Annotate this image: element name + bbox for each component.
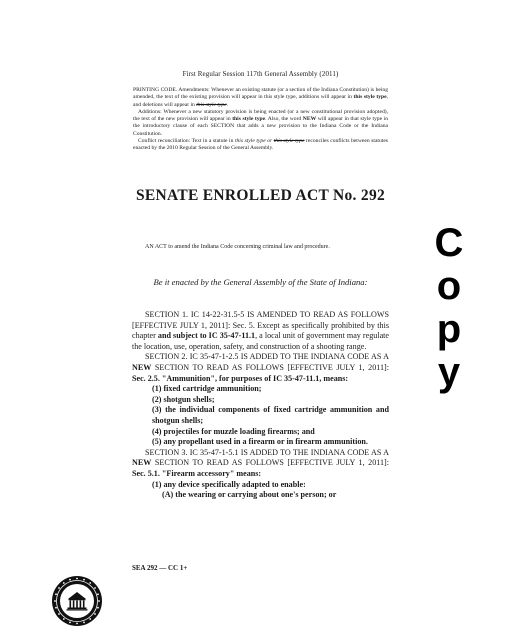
enacting-clause: Be it enacted by the General Assembly of the State of Indiana: (153, 277, 368, 287)
copy-watermark (429, 222, 469, 394)
list-item: (1) any device specifically adapted to enable: (152, 479, 306, 489)
watermark-letter: o (436, 264, 462, 308)
list-item: (2) shotgun shells; (152, 394, 215, 404)
text: , and deletions will appear in (133, 94, 388, 108)
section-3 (132, 448, 389, 480)
act-description: AN ACT to amend the Indiana Code concerning criminal law and procedure. (145, 244, 330, 250)
section-2 (132, 352, 389, 384)
text: , a local unit of government may regulate the location, use, operation, safety, and construction of a shooting range. (132, 331, 389, 351)
text: Sec. 2.5. "Ammunition", for purposes of IC 35-47-11.1, means: (132, 373, 349, 383)
text: and subject to IC 35-47-11.1 (157, 331, 256, 341)
text: . Also, the word (265, 116, 303, 123)
text: SECTION TO READ AS FOLLOWS [EFFECTIVE JULY 1, 2011]: (151, 362, 389, 372)
list-item: (4) projectiles for muzzle loading firearms; and (152, 426, 315, 436)
text: NEW (302, 116, 317, 123)
text: Sec. 5.1. "Firearm accessory" means: (132, 468, 262, 478)
text: SECTION 1. IC 14-22-31.5-5 IS AMENDED TO READ AS FOLLOWS [EFFECTIVE JULY 1, 2011]: Sec. 5. Except as specifically prohibited by this chapter (132, 310, 389, 341)
text: SECTION TO READ AS FOLLOWS [EFFECTIVE JULY 1, 2011]: (151, 458, 389, 468)
text: reconciles conflicts between statutes enacted by the 2010 Regular Session of the General Assembly. (133, 138, 388, 152)
text: will appear in that style type in the introductory clause of each SECTION that adds a new provision to the Indiana Code or the Indiana Constitution. (133, 116, 388, 137)
printing-code-additions (133, 109, 388, 138)
text: SECTION 3. IC 35-47-1-5.1 IS ADDED TO THE INDIANA CODE AS A (145, 447, 389, 457)
list-item: (3) the individual components of fixed cartridge ammunition and shotgun shells; (152, 405, 389, 425)
text: this style type (196, 101, 227, 108)
text: this style type (234, 138, 266, 145)
text: . (226, 101, 229, 108)
text: this style type (273, 138, 305, 145)
list-item: (A) the wearing or carrying about one's person; or (162, 490, 337, 500)
session-header: First Regular Session 117th General Assembly (2011) (182, 70, 339, 78)
text: Additions: Whenever a new statutory provision is being enacted (or a new constitutional provision adopted), the text of the new provision will appear in (133, 108, 388, 123)
text: NEW (132, 362, 152, 372)
section-1 (132, 310, 389, 352)
act-title: SENATE ENROLLED ACT No. 292 (135, 187, 386, 204)
text: or (265, 138, 274, 145)
printing-code-conflict (133, 138, 388, 153)
text: this style type (232, 116, 266, 123)
list-item: (5) any propellant used in a firearm or in firearm ammunition. (152, 437, 368, 447)
text: SECTION 2. IC 35-47-1-2.5 IS ADDED TO THE INDIANA CODE AS A (145, 352, 389, 362)
printing-code-notice (133, 87, 388, 153)
text: Conflict reconciliation: Text in a statute in (138, 138, 235, 145)
state-seal-icon (51, 575, 103, 627)
watermark-letter: p (436, 307, 462, 351)
document-footer: SEA 292 — CC 1+ (132, 564, 188, 572)
text: this style type (353, 94, 387, 101)
list-item: (1) fixed cartridge ammunition; (152, 384, 262, 394)
text: PRINTING CODE. Amendments: Whenever an existing statute (or a section of the Indiana Constitution) is being amended, the text of the existing provision will appear in this style type, additions will appear in (133, 87, 388, 101)
watermark-letter: y (437, 350, 461, 394)
watermark-letter: C (434, 221, 464, 265)
act-body (132, 310, 389, 501)
text: NEW (132, 458, 152, 468)
printing-code-amendments (133, 87, 388, 109)
